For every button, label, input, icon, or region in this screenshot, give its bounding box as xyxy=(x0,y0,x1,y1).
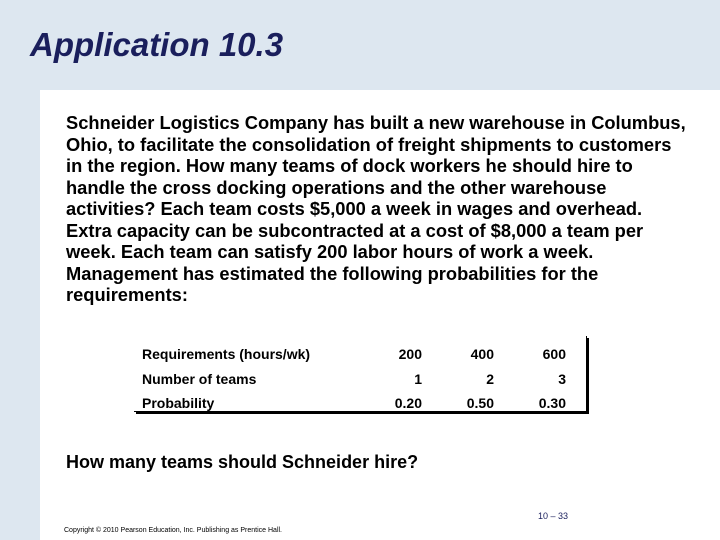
row-label: Number of teams xyxy=(142,370,257,387)
table-cell: 0.20 xyxy=(394,395,422,412)
table-cell: 0.30 xyxy=(538,395,566,412)
table-row xyxy=(142,342,566,367)
row-label: Requirements (hours/wk) xyxy=(142,346,311,363)
problem-statement: Schneider Logistics Company has built a new warehouse in Columbus, Ohio, to facilitate the consolidation of freight shipments to customers in the region. How many teams of dock workers he should hire to handle the cross docking operations and the other warehouse activities? Each team costs $5,000 a week in wages and overhead. Extra capacity can be subcontracted at a cost of $8,000 a team per week. Each team can satisfy 200 labor hours of work a week. Management has estimated the following probabilities for the requirements: xyxy=(66,112,686,305)
table-cell: 0.50 xyxy=(466,395,494,412)
table-cell: 1 xyxy=(414,370,422,387)
question-text: How many teams should Schneider hire? xyxy=(66,452,419,472)
page-number: 10 – 33 xyxy=(538,511,569,521)
requirements-table xyxy=(142,342,566,416)
table-cell: 600 xyxy=(542,346,566,363)
table-row xyxy=(142,391,566,416)
row-label: Probability xyxy=(142,395,215,412)
left-accent-bar xyxy=(0,90,40,540)
table-cell: 3 xyxy=(558,370,566,387)
table-cell: 2 xyxy=(486,370,494,387)
requirements-table-frame xyxy=(134,336,587,412)
slide-title: Application 10.3 xyxy=(30,26,284,63)
copyright-notice: Copyright © 2010 Pearson Education, Inc. Publishing as Prentice Hall. xyxy=(64,527,283,534)
table-row xyxy=(142,367,566,392)
table-cell: 200 xyxy=(398,346,422,363)
table-cell: 400 xyxy=(470,346,494,363)
